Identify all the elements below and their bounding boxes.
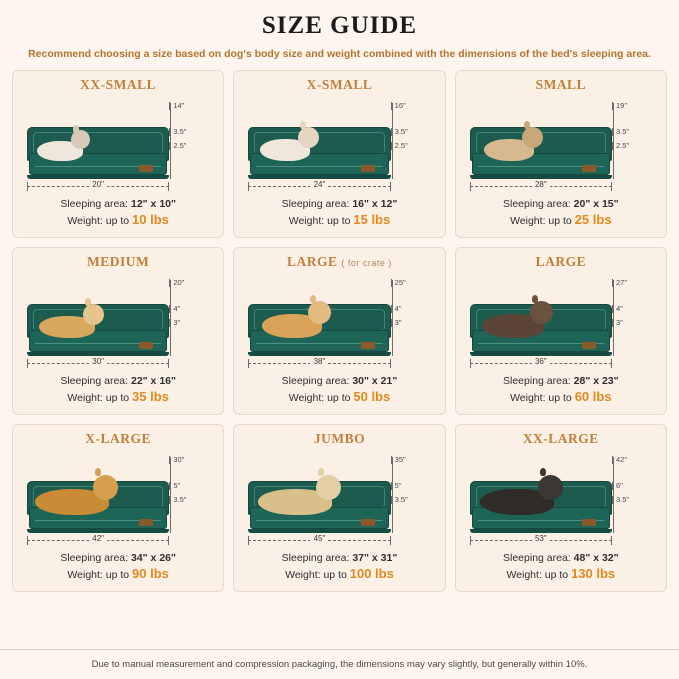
dim-tick — [391, 142, 392, 150]
weight-value: 10 lbs — [132, 212, 169, 227]
width-dimension — [470, 358, 612, 368]
sleeping-area-row — [21, 374, 215, 389]
height-total-value: 27" — [615, 278, 627, 287]
dim-cap-right — [611, 536, 612, 545]
height-mid-value: 5" — [173, 481, 181, 490]
dim-tick — [391, 319, 392, 327]
sleeping-area-label: Sleeping area: — [503, 375, 571, 387]
size-card — [12, 424, 224, 592]
weight-up-to-label: up to — [105, 215, 130, 227]
height-mid-value: 6" — [615, 481, 623, 490]
bed-brand-tag — [139, 519, 153, 526]
weight-label: Weight: — [510, 392, 546, 404]
dog-ear — [95, 468, 101, 476]
dim-tick — [612, 482, 613, 490]
dog-head — [83, 304, 104, 325]
dim-tick — [612, 102, 613, 110]
weight-row — [21, 566, 215, 583]
sleeping-area-row — [242, 197, 436, 212]
height-low-value: 3.5" — [394, 495, 408, 504]
height-low-value: 2.5" — [394, 141, 408, 150]
size-specs — [242, 374, 436, 406]
height-low-value: 3" — [173, 318, 181, 327]
bed-base — [248, 175, 390, 179]
bed-base — [27, 175, 169, 179]
weight-value: 15 lbs — [353, 212, 391, 227]
height-total-value: 16" — [394, 101, 406, 110]
size-name: X-SMALL — [306, 77, 373, 92]
dim-tick — [391, 102, 392, 110]
size-illustration — [21, 451, 215, 547]
dim-tick — [612, 319, 613, 327]
sleeping-area-value: 20" x 15" — [573, 198, 619, 210]
dim-cap-left — [470, 536, 471, 545]
weight-row — [21, 212, 215, 229]
bed-brand-tag — [582, 519, 596, 526]
dog-ear — [85, 298, 91, 306]
dog-ear — [540, 468, 546, 476]
dog-bed-illustration — [470, 481, 612, 533]
size-illustration — [464, 274, 658, 370]
weight-up-to-label: up to — [548, 392, 572, 404]
dog-ear — [310, 295, 316, 303]
dog-illustration — [262, 314, 322, 338]
width-value: 45" — [311, 534, 329, 543]
size-illustration — [464, 451, 658, 547]
size-card — [233, 247, 445, 415]
size-illustration — [464, 97, 658, 193]
height-mid-value: 4" — [615, 304, 623, 313]
dim-cap-right — [390, 359, 391, 368]
size-name: XX-SMALL — [80, 77, 157, 92]
dim-cap-left — [27, 536, 28, 545]
weight-label: Weight: — [285, 569, 321, 581]
dog-head — [522, 127, 543, 148]
dim-tick — [612, 496, 613, 504]
size-name: JUMBO — [313, 431, 366, 446]
weight-up-to-label: up to — [105, 569, 130, 581]
sleeping-area-label: Sleeping area: — [503, 198, 571, 210]
size-specs — [464, 374, 658, 406]
width-value: 53" — [532, 534, 550, 543]
dog-ear — [300, 121, 306, 129]
sleeping-area-row — [21, 197, 215, 212]
bed-base — [470, 529, 612, 533]
size-card — [455, 247, 667, 415]
dog-illustration — [39, 316, 95, 338]
bed-base — [470, 175, 612, 179]
sleeping-area-row — [464, 197, 658, 212]
size-card — [12, 70, 224, 238]
size-card-title — [21, 77, 215, 95]
dim-tick — [612, 279, 613, 287]
bed-base — [27, 352, 169, 356]
dim-tick — [391, 456, 392, 464]
size-name: XX-LARGE — [522, 431, 599, 446]
size-card-title — [464, 254, 658, 272]
height-mid-value: 4" — [394, 304, 402, 313]
size-card-title — [242, 77, 436, 95]
dim-cap-right — [611, 359, 612, 368]
width-value: 42" — [89, 534, 107, 543]
width-value: 30" — [89, 357, 107, 366]
dim-tick — [391, 496, 392, 504]
size-illustration — [242, 97, 436, 193]
weight-value: 130 lbs — [571, 566, 616, 581]
dim-cap-left — [27, 359, 28, 368]
weight-label: Weight: — [506, 569, 542, 581]
width-value: 20" — [89, 180, 107, 189]
height-mid-value: 3.5" — [615, 127, 630, 136]
dog-bed-illustration — [27, 481, 169, 533]
dog-bed-illustration — [27, 304, 169, 356]
width-dimension — [248, 535, 390, 545]
width-dimension — [470, 535, 612, 545]
bed-base — [27, 529, 169, 533]
dim-tick — [612, 142, 613, 150]
dog-bed-illustration — [248, 304, 390, 356]
dog-ear — [532, 295, 538, 303]
height-total-value: 35" — [394, 455, 406, 464]
dog-bed-illustration — [27, 127, 169, 179]
size-illustration — [21, 274, 215, 370]
dim-tick — [169, 305, 170, 313]
weight-label: Weight: — [67, 569, 103, 581]
dim-tick — [169, 319, 170, 327]
weight-row — [21, 389, 215, 406]
dim-tick — [169, 142, 170, 150]
weight-value: 60 lbs — [574, 389, 612, 404]
size-card — [233, 424, 445, 592]
dog-illustration — [484, 139, 534, 161]
dog-illustration — [37, 141, 83, 161]
width-value: 28" — [532, 180, 550, 189]
height-mid-value: 5" — [394, 481, 402, 490]
dim-cap-right — [168, 182, 169, 191]
size-name: X-LARGE — [85, 431, 152, 446]
size-illustration — [21, 97, 215, 193]
height-low-value: 2.5" — [173, 141, 187, 150]
sleeping-area-label: Sleeping area: — [60, 375, 129, 387]
dim-cap-right — [390, 536, 391, 545]
bed-brand-tag — [139, 342, 153, 349]
size-name: LARGE — [287, 254, 338, 269]
size-card — [12, 247, 224, 415]
dim-cap-right — [611, 182, 612, 191]
height-low-value: 3" — [615, 318, 623, 327]
dog-ear — [73, 125, 79, 133]
size-name: LARGE — [535, 254, 587, 269]
bed-base — [248, 529, 390, 533]
size-specs — [21, 374, 215, 406]
height-mid-value: 4" — [173, 304, 181, 313]
size-specs — [242, 197, 436, 229]
dim-tick — [391, 128, 392, 136]
sleeping-area-row — [242, 374, 436, 389]
bed-brand-tag — [361, 342, 375, 349]
width-dimension — [470, 181, 612, 191]
dog-bed-illustration — [248, 481, 390, 533]
sleeping-area-value: 16" x 12" — [352, 198, 398, 210]
dim-tick — [391, 305, 392, 313]
dim-cap-left — [248, 536, 249, 545]
sleeping-area-row — [464, 551, 658, 566]
dim-tick — [169, 482, 170, 490]
height-low-value: 3.5" — [615, 495, 630, 504]
dog-ear — [524, 121, 530, 129]
height-mid-value: 3.5" — [394, 127, 408, 136]
weight-value: 90 lbs — [132, 566, 169, 581]
dim-tick — [169, 102, 170, 110]
dim-cap-right — [168, 359, 169, 368]
weight-row — [242, 389, 436, 406]
footer-disclaimer — [0, 649, 679, 679]
size-illustration — [242, 274, 436, 370]
dim-tick — [612, 128, 613, 136]
weight-value: 50 lbs — [353, 389, 391, 404]
weight-label: Weight: — [67, 215, 103, 227]
sleeping-area-row — [464, 374, 658, 389]
sleeping-area-value: 30" x 21" — [352, 375, 398, 387]
dim-tick — [391, 279, 392, 287]
weight-up-to-label: up to — [327, 392, 351, 404]
dim-cap-left — [470, 182, 471, 191]
height-total-value: 25" — [394, 278, 406, 287]
size-note: ( for crate ) — [341, 258, 392, 268]
height-mid-value: 3.5" — [173, 127, 187, 136]
size-specs — [242, 551, 436, 583]
dog-bed-illustration — [470, 304, 612, 356]
dim-tick — [169, 496, 170, 504]
dim-cap-right — [390, 182, 391, 191]
size-specs — [21, 197, 215, 229]
page-subtitle: Recommend choosing a size based on dog's body size and weight combined with the dimensions of the bed's sleeping area. — [28, 48, 651, 60]
bed-brand-tag — [582, 342, 596, 349]
weight-value: 35 lbs — [132, 389, 169, 404]
weight-up-to-label: up to — [327, 215, 351, 227]
size-specs — [464, 551, 658, 583]
width-dimension — [248, 181, 390, 191]
width-dimension — [27, 358, 169, 368]
dog-illustration — [482, 314, 544, 338]
weight-row — [242, 566, 436, 583]
weight-up-to-label: up to — [323, 569, 347, 581]
size-card — [455, 70, 667, 238]
bed-brand-tag — [582, 165, 596, 172]
weight-value: 100 lbs — [349, 566, 394, 581]
weight-row — [464, 566, 658, 583]
sleeping-area-label: Sleeping area: — [60, 198, 129, 210]
sleeping-area-value: 22" x 16" — [130, 375, 176, 387]
dog-illustration — [258, 489, 332, 515]
size-card-title — [464, 77, 658, 95]
dog-illustration — [480, 489, 554, 515]
weight-value: 25 lbs — [574, 212, 612, 227]
dog-head — [93, 475, 118, 500]
weight-label: Weight: — [288, 392, 325, 404]
dim-tick — [391, 482, 392, 490]
height-low-value: 2.5" — [615, 141, 630, 150]
height-total-value: 20" — [173, 278, 185, 287]
dog-head — [530, 301, 553, 324]
sleeping-area-value: 12" x 10" — [130, 198, 176, 210]
dog-illustration — [260, 139, 310, 161]
bed-brand-tag — [361, 165, 375, 172]
dim-tick — [612, 305, 613, 313]
dim-cap-left — [27, 182, 28, 191]
weight-up-to-label: up to — [548, 215, 572, 227]
footer-text: Due to manual measurement and compression packaging, the dimensions may vary slightly, but generally within 10%. — [91, 659, 588, 670]
weight-up-to-label: up to — [105, 392, 130, 404]
sleeping-area-value: 37" x 31" — [352, 552, 398, 564]
page-title: SIZE GUIDE — [261, 12, 418, 39]
dog-head — [538, 475, 563, 500]
sleeping-area-value: 34" x 26" — [130, 552, 176, 564]
weight-label: Weight: — [510, 215, 546, 227]
weight-up-to-label: up to — [544, 569, 569, 581]
bed-brand-tag — [361, 519, 375, 526]
sleeping-area-label: Sleeping area: — [281, 552, 350, 564]
size-specs — [21, 551, 215, 583]
dog-ear — [318, 468, 324, 476]
sleeping-area-value: 28" x 23" — [573, 375, 619, 387]
height-total-value: 19" — [615, 101, 627, 110]
weight-label: Weight: — [288, 215, 325, 227]
width-dimension — [27, 181, 169, 191]
size-specs — [464, 197, 658, 229]
size-card-grid — [0, 66, 679, 592]
weight-label: Weight: — [67, 392, 103, 404]
size-card-title — [21, 431, 215, 449]
height-total-value: 30" — [173, 455, 185, 464]
size-illustration — [242, 451, 436, 547]
bed-base — [470, 352, 612, 356]
size-card-title — [242, 431, 436, 449]
width-value: 24" — [311, 180, 329, 189]
dog-bed-illustration — [248, 127, 390, 179]
weight-row — [464, 389, 658, 406]
size-card-title — [242, 254, 436, 272]
size-name: MEDIUM — [87, 254, 150, 269]
sleeping-area-value: 48" x 32" — [573, 552, 619, 564]
sleeping-area-label: Sleeping area: — [503, 552, 571, 564]
width-dimension — [248, 358, 390, 368]
size-card — [233, 70, 445, 238]
size-card-title — [464, 431, 658, 449]
dim-tick — [169, 279, 170, 287]
dim-cap-right — [168, 536, 169, 545]
width-dimension — [27, 535, 169, 545]
width-value: 36" — [532, 357, 550, 366]
sleeping-area-row — [242, 551, 436, 566]
sleeping-area-label: Sleeping area: — [60, 552, 129, 564]
sleeping-area-row — [21, 551, 215, 566]
height-total-value: 14" — [173, 101, 185, 110]
bed-base — [248, 352, 390, 356]
dog-illustration — [35, 489, 109, 515]
size-card — [455, 424, 667, 592]
dim-cap-left — [470, 359, 471, 368]
sleeping-area-label: Sleeping area: — [281, 198, 350, 210]
dim-cap-left — [248, 182, 249, 191]
height-low-value: 3.5" — [173, 495, 187, 504]
dim-tick — [169, 128, 170, 136]
size-card-title — [21, 254, 215, 272]
size-name: SMALL — [535, 77, 587, 92]
height-low-value: 3" — [394, 318, 402, 327]
weight-row — [464, 212, 658, 229]
dim-tick — [169, 456, 170, 464]
dim-tick — [612, 456, 613, 464]
width-value: 38" — [311, 357, 329, 366]
weight-row — [242, 212, 436, 229]
dog-bed-illustration — [470, 127, 612, 179]
sleeping-area-label: Sleeping area: — [281, 375, 350, 387]
bed-brand-tag — [139, 165, 153, 172]
height-total-value: 42" — [615, 455, 627, 464]
dim-cap-left — [248, 359, 249, 368]
